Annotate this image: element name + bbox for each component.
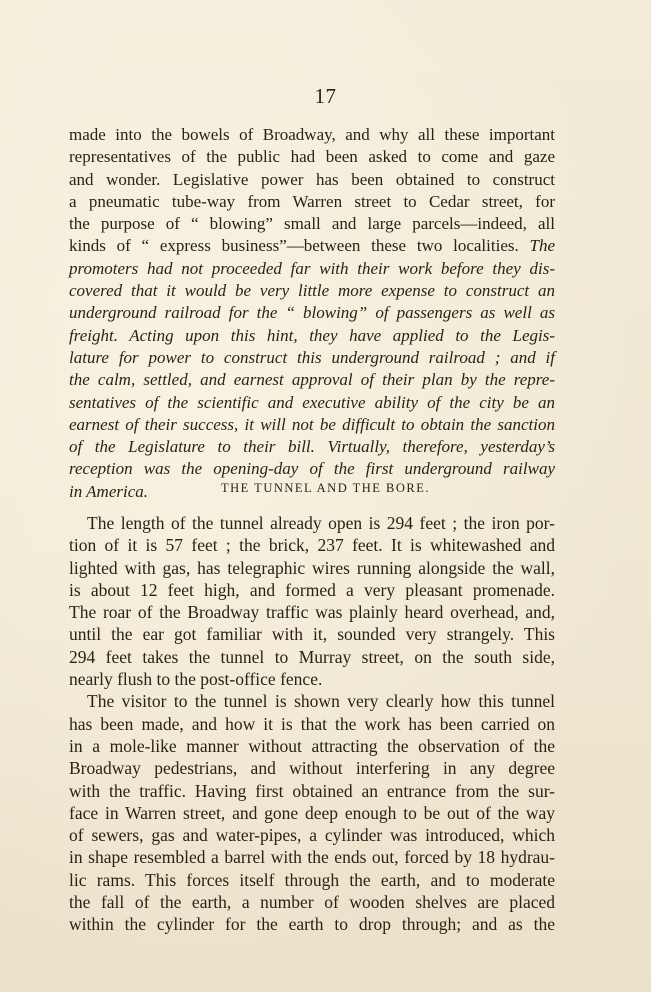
paragraph2-line: lic rams. This forces itself through the earth, and to moderate <box>69 869 555 890</box>
paragraph2-line: face in Warren street, and gone deep enough to be out of the way <box>69 802 555 823</box>
paragraph2-line: with the traffic. Having first obtained an entrance from the sur- <box>69 780 555 801</box>
paragraph1-line: reception was the opening-day of the first underground railway <box>69 459 555 479</box>
paragraph2-line: The visitor to the tunnel is shown very clearly how this tunnel <box>87 691 555 712</box>
paragraph2-line: within the cylinder for the earth to drop through; and as the <box>69 914 555 935</box>
paragraph1-line: covered that it would be very little more expense to construct an <box>69 281 555 301</box>
paragraph2-line: lighted with gas, has telegraphic wires running alongside the wall, <box>69 557 555 578</box>
paragraph1-line: the purpose of “ blowing” small and large parcels—indeed, all <box>69 214 555 234</box>
paragraph2-line: nearly flush to the post-office fence. <box>69 669 323 690</box>
paragraph2-line: in a mole-like manner without attracting the observation of the <box>69 735 555 756</box>
page-number: 17 <box>314 84 337 108</box>
paragraph2-line: The roar of the Broadway traffic was plainly heard overhead, and, <box>69 602 555 623</box>
paragraph1-line: the calm, settled, and earnest approval of their plan by the repre- <box>69 370 555 390</box>
paragraph2-line: tion of it is 57 feet ; the brick, 237 feet. It is whitewashed and <box>69 535 555 556</box>
section-heading: THE TUNNEL AND THE BORE. <box>220 481 431 495</box>
paragraph1-line: made into the bowels of Broadway, and why all these important <box>69 125 555 144</box>
paragraph1-line: freight. Acting upon this hint, they have applied to the Legis- <box>69 325 555 345</box>
italic-word: The <box>529 236 555 256</box>
paragraph1-line: earnest of their success, it will not be difficult to obtain the sanction <box>69 414 555 434</box>
paragraph2-line: is about 12 feet high, and formed a very pleasant promenade. <box>69 579 555 600</box>
paragraph1-line: lature for power to construct this underground railroad ; and if <box>69 347 555 367</box>
paragraph1-line: representatives of the public had been asked to come and gaze <box>69 147 555 167</box>
paragraph2-line: The length of the tunnel already open is 294 feet ; the iron por- <box>87 513 555 533</box>
paragraph-1 <box>69 124 555 503</box>
paragraph1-line: in America. <box>69 481 149 501</box>
paragraph1-line: sentatives of the scientific and executive ability of the city be an <box>69 392 555 412</box>
paragraph1-line: underground railroad for the “ blowing” of passengers as well as <box>69 303 555 323</box>
paragraph1-line: of the Legislature to their bill. Virtually, therefore, yesterday’s <box>69 437 555 457</box>
paragraph1-line: and wonder. Legislative power has been obtained to construct <box>69 169 555 189</box>
paragraph-2 <box>69 512 555 936</box>
paragraph2-line: the fall of the earth, a number of wooden shelves are placed <box>69 892 555 913</box>
paragraph1-line: a pneumatic tube-way from Warren street to Cedar street, for <box>69 191 555 211</box>
paragraph2-line: of sewers, gas and water-pipes, a cylinder was introduced, which <box>69 825 555 846</box>
paragraph1-line: promoters had not proceeded far with their work before they dis- <box>69 258 555 278</box>
paragraph2-line: Broadway pedestrians, and without interfering in any degree <box>69 758 555 779</box>
paragraph2-line: in shape resembled a barrel with the ends out, forced by 18 hydrau- <box>69 847 555 868</box>
paragraph2-line: 294 feet takes the tunnel to Murray street, on the south side, <box>69 646 555 667</box>
paragraph2-line: until the ear got familiar with it, sounded very strangely. This <box>69 624 555 645</box>
paragraph2-line: has been made, and how it is that the work has been carried on <box>69 713 555 734</box>
paragraph1-line: kinds of “ express business”—between these two localities. The <box>69 236 555 256</box>
